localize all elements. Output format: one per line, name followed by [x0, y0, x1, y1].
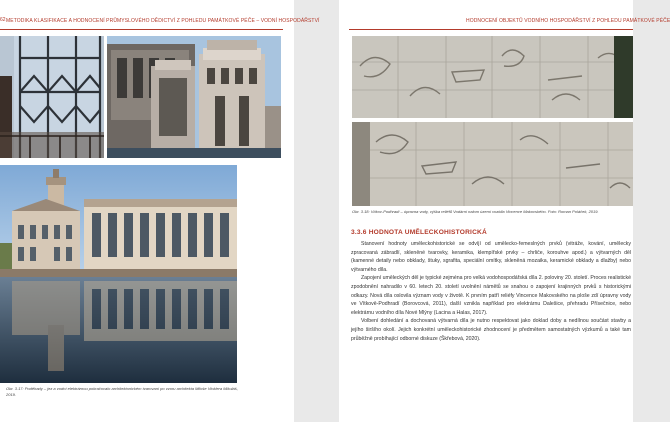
- photo-relief-lower: [352, 122, 633, 206]
- section-title: 3.3.6 HODNOTA UMĚLECKOHISTORICKÁ: [351, 229, 487, 236]
- left-page: [0, 0, 320, 422]
- paragraph-1: Stanovení hodnoty uměleckohistorické se odvíjí od umělecko-řemeslných prvků (vitráže, kování, umělecky zpracovaná zábradlí, skleněné tvarovky, keramika, klempířské prvky – chrliče, korouhve apod.) a výtvarných děl (kamenné detaily nebo obklady, štuky, sgrafita, speciální omítky, skleněná mozaika, keramické obklady a dlažby) nebo výtvarného díla.: [351, 241, 631, 273]
- figure-caption-right: Obr. 3.18: Vítkov-Podhradí – úpravna vody, výška reliéfů Vodární nalom území vozidla Vincence Makovského. Foto: Roman Poláček, 2019.: [352, 209, 599, 214]
- paragraph-2: Zapojení uměleckých děl je typické zejména pro velká vodohospodářská díla 2. poloviny 20. století. Proces realistické zpodobnění nahradilo v 60. letech 20. století uvolnění námětů se snahou o zapojení krajinných prvků s historickými odkazy. Nová díla oslovila význam vody v životě. K prvním patří reliéfy Vincence Makovského na ploše zdí úpravny vody ve Vítkově-Podhradí (Borovcová, 2011), další vznikla například pro elektrárnu Dalešice, přehradu Přísečnice, nebo elektrárnu vodního díla Nové Mlýny (Lacina a Halas, 2017).: [351, 275, 631, 316]
- right-page: [339, 0, 670, 422]
- header-rule-left: [0, 29, 283, 30]
- photo-relief-upper: [352, 36, 633, 118]
- running-header-right: HODNOCENÍ OBJEKTŮ VODNÍHO HOSPODÁŘSTVÍ Z POHLEDU PAMÁTKOVÉ PÉČE: [466, 18, 670, 24]
- photo-weir-towers: [107, 36, 281, 158]
- photo-power-station-reflection: [0, 165, 237, 383]
- paragraph-3: Volbení dohledání a dochovaná výtvarná díla je nutno respektovat jako doklad doby a nedílnou součást stavby a jejího širšího okolí. Jejich konkrétní uměleckohistorické zhodnocení je předmětem samostatných výzkumů a také tam průběžně probíhající odborné diskuze (Škřebová, 2020).: [351, 318, 631, 342]
- section-body: [351, 240, 631, 343]
- photo-glass-facade: [0, 36, 104, 158]
- page-number: 62: [0, 17, 6, 23]
- header-rule-right: [349, 29, 633, 30]
- figure-caption-left: Obr. 3.17: Podělrady – jez a vodní elektrárnou pokračovalo architektonickém tvarovaní po vzoru architekta Miloše Vinklera Mikuláš, 2019.: [6, 386, 238, 397]
- running-header-left: METODIKA KLASIFIKACE A HODNOCENÍ PRŮMYSLOVÉHO DĚDICTVÍ Z POHLEDU PAMÁTKOVÉ PÉČE – VODNÍ HOSPODÁŘSTVÍ: [6, 18, 320, 24]
